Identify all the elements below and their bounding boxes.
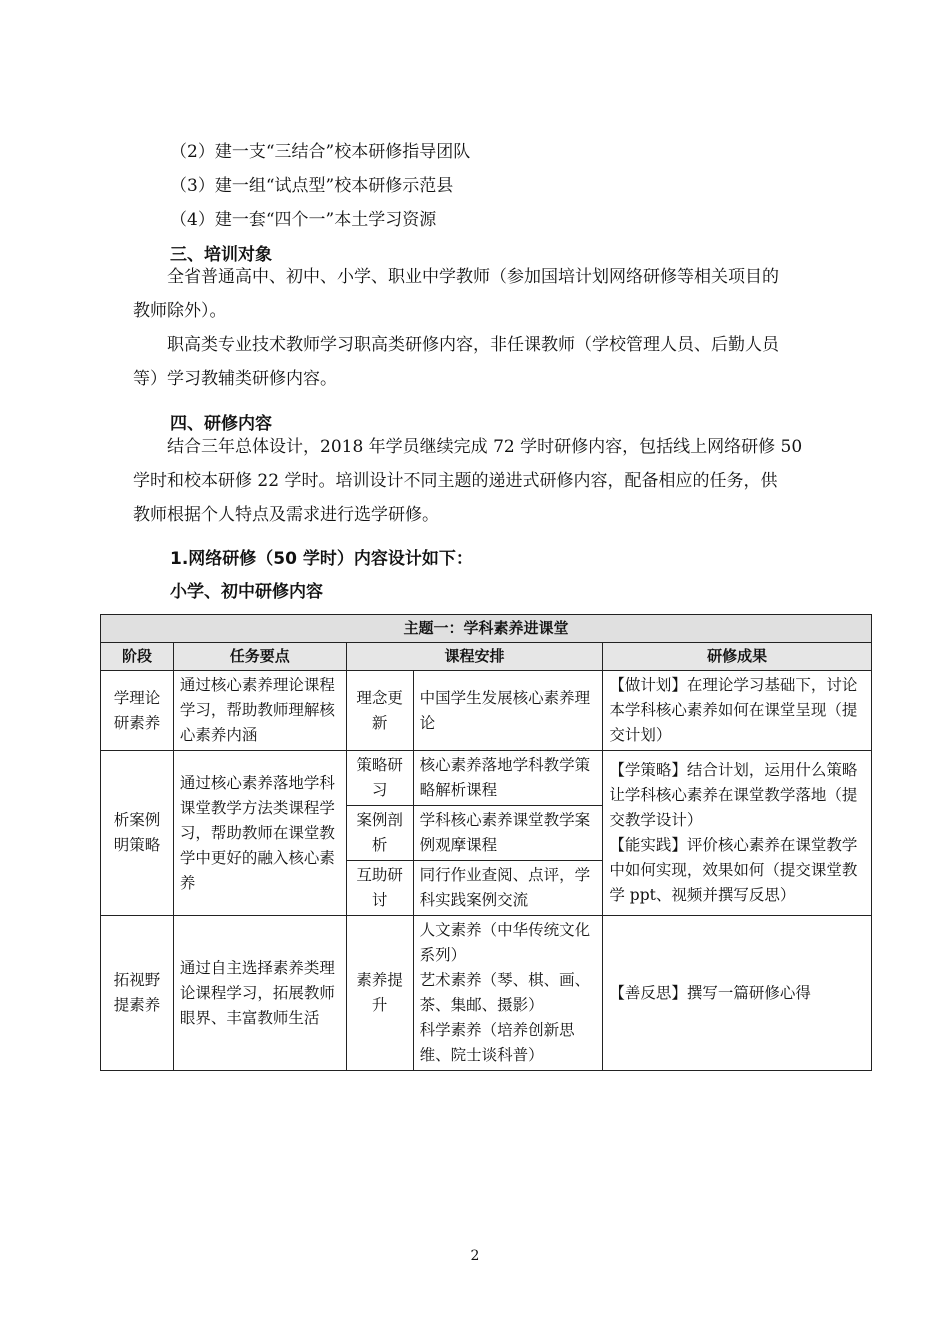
list-item-4: （4）建一套“四个一”本土学习资源 [170,210,437,230]
table-row [101,671,872,751]
text-line: 职高类专业技术教师学习职高类研修内容，非任课教师（学校管理人员、后勤人员 [167,335,779,355]
stage-cell: 学理论研素养 [101,671,174,751]
subheading-primary-middle: 小学、初中研修内容 [170,582,323,602]
module-cell: 互助研讨 [346,861,413,916]
course-line: 科学素养（培养创新思维、院士谈科普） [419,1021,575,1064]
result-cell [603,751,872,916]
task-cell: 通过核心素养理论课程学习，帮助教师理解核心素养内涵 [173,671,346,751]
module-cell: 理念更新 [346,671,413,751]
study-content-table [100,614,872,1071]
text-line: 等）学习教辅类研修内容。 [133,369,337,389]
subheading-online-study: 1.网络研修（50 学时）内容设计如下： [170,549,473,569]
result-line: 【学策略】结合计划，运用什么策略让学科核心素养在课堂教学落地（提交教学设计） [609,761,858,829]
task-cell: 通过自主选择素养类理论课程学习，拓展教师眼界、丰富教师生活 [173,916,346,1071]
paragraph-targets [133,260,843,396]
header-course: 课程安排 [346,643,603,671]
table-row [101,751,872,806]
stage-cell: 析案例明策略 [101,751,174,916]
module-cell: 素养提升 [346,916,413,1071]
course-line: 人文素养（中华传统文化系列） [419,921,591,964]
theme-title: 主题一：学科素养进课堂 [101,615,872,643]
header-stage: 阶段 [101,643,174,671]
text-line: 教师根据个人特点及需求进行选学研修。 [133,505,439,525]
course-cell: 同行作业查阅、点评，学科实践案例交流 [413,861,603,916]
result-line: 【能实践】评价核心素养在课堂教学中如何实现，效果如何（提交课堂教学 ppt、视频并撰写反思） [609,836,858,904]
table-theme-row [101,615,872,643]
course-cell: 学科核心素养课堂教学案例观摩课程 [413,806,603,861]
task-cell: 通过核心素养落地学科课堂教学方法类课程学习，帮助教师在课堂教学中更好的融入核心素养 [173,751,346,916]
header-task: 任务要点 [173,643,346,671]
module-cell: 策略研习 [346,751,413,806]
section-heading-study-content: 四、研修内容 [170,414,272,434]
list-item-3: （3）建一组“试点型”校本研修示范县 [170,176,454,196]
text-line: 全省普通高中、初中、小学、职业中学教师（参加国培计划网络研修等相关项目的 [167,267,779,287]
list-item-2: （2）建一支“三结合”校本研修指导团队 [170,142,471,162]
text-line: 结合三年总体设计，2018 年学员继续完成 72 学时研修内容，包括线上网络研修 50 [167,437,803,457]
result-cell: 【做计划】在理论学习基础下，讨论本学科核心素养如何在课堂呈现（提交计划） [603,671,872,751]
course-line: 艺术素养（琴、棋、画、茶、集邮、摄影） [419,971,591,1014]
course-cell [413,916,603,1071]
header-result: 研修成果 [603,643,872,671]
course-cell: 核心素养落地学科教学策略解析课程 [413,751,603,806]
course-cell: 中国学生发展核心素养理论 [413,671,603,751]
stage-cell: 拓视野提素养 [101,916,174,1071]
table-row [101,916,872,1071]
text-line: 教师除外）。 [133,301,227,321]
text-line: 学时和校本研修 22 学时。培训设计不同主题的递进式研修内容，配备相应的任务，供 [133,471,778,491]
result-cell: 【善反思】撰写一篇研修心得 [603,916,872,1071]
module-cell: 案例剖析 [346,806,413,861]
section-heading-training-targets: 三、培训对象 [170,245,272,265]
paragraph-content [133,430,843,532]
page-number: 2 [470,1248,480,1264]
table-header-row [101,643,872,671]
